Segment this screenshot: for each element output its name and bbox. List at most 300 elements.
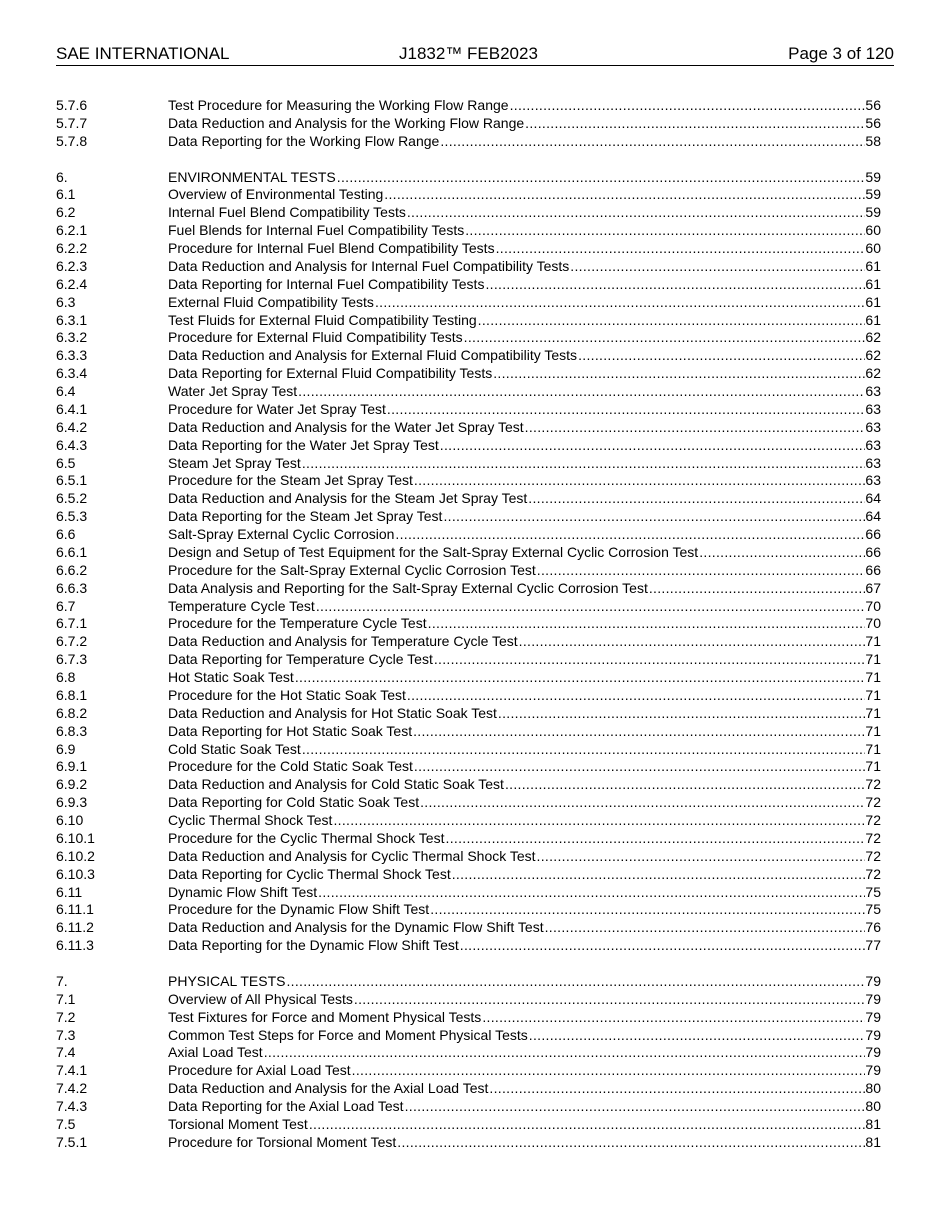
toc-entry-line	[168, 1116, 881, 1134]
toc-page-number: 61	[865, 311, 881, 328]
toc-page-number: 71	[865, 722, 881, 739]
toc-entry[interactable]	[56, 1098, 881, 1116]
toc-dot-leader	[451, 866, 866, 884]
toc-dot-leader	[263, 1044, 866, 1062]
toc-entry-line	[168, 294, 881, 312]
toc-page-number: 72	[865, 865, 881, 882]
toc-entry-line	[168, 991, 881, 1009]
toc-entry[interactable]	[56, 401, 881, 419]
toc-entry[interactable]	[56, 1116, 881, 1134]
toc-dot-leader	[383, 186, 865, 204]
toc-dot-leader	[404, 1098, 866, 1116]
page-header	[56, 43, 894, 66]
toc-section-title: Procedure for the Steam Jet Spray Test	[168, 472, 413, 489]
toc-section-title: ENVIRONMENTAL TESTS	[168, 168, 336, 185]
header-organization: SAE INTERNATIONAL	[56, 44, 230, 63]
toc-entry[interactable]	[56, 562, 881, 580]
toc-page-number: 63	[865, 436, 881, 453]
toc-section-number: 6.4.1	[56, 400, 88, 417]
toc-entry[interactable]	[56, 794, 881, 812]
toc-entry-line	[168, 741, 881, 759]
toc-dot-leader	[353, 991, 866, 1009]
toc-section-number: 6.3.2	[56, 329, 88, 346]
toc-section-number: 6.6	[56, 526, 76, 542]
toc-entry[interactable]	[56, 1009, 881, 1027]
toc-dot-leader	[481, 1009, 865, 1027]
toc-dot-leader	[495, 240, 866, 258]
toc-section-number: 7.1	[56, 990, 76, 1007]
toc-entry[interactable]	[56, 615, 881, 633]
toc-entry-line	[168, 848, 881, 866]
toc-section-title: Dynamic Flow Shift Test	[168, 883, 318, 900]
toc-page-number: 77	[865, 937, 881, 954]
toc-entry[interactable]	[56, 651, 881, 669]
toc-section-number: 6.8.3	[56, 722, 88, 739]
toc-section-number: 6.7	[56, 597, 76, 614]
toc-entry-line	[168, 258, 881, 276]
toc-section-title: Test Fluids for External Fluid Compatibility Testing	[168, 311, 477, 328]
toc-section-number: 6.2.1	[56, 222, 88, 239]
toc-section-title: Overview of Environmental Testing	[168, 186, 384, 203]
toc-page-number: 63	[865, 454, 881, 471]
toc-section-title: Data Reduction and Analysis for Temperature Cycle Test	[168, 633, 518, 650]
toc-entry-line	[168, 776, 881, 794]
toc-section-title: Internal Fuel Blend Compatibility Tests	[168, 204, 406, 221]
toc-entry-line	[168, 723, 881, 741]
toc-entry[interactable]	[56, 848, 881, 866]
toc-dot-leader	[536, 562, 866, 580]
toc-entry[interactable]	[56, 830, 881, 848]
toc-entry[interactable]	[56, 633, 881, 651]
toc-section-title: Common Test Steps for Force and Moment Physical Tests	[168, 1026, 528, 1043]
toc-section-title: Salt-Spray External Cyclic Corrosion	[168, 526, 395, 542]
toc-section-number: 6.10.2	[56, 847, 95, 864]
toc-entry[interactable]	[56, 455, 881, 473]
toc-page-number: 70	[865, 615, 881, 632]
toc-entry-line	[168, 1080, 881, 1098]
toc-entry-line	[168, 204, 881, 222]
toc-section-number: 6.11.1	[56, 901, 94, 918]
toc-entry-line	[168, 598, 881, 616]
toc-entry-line	[168, 687, 881, 705]
toc-entry[interactable]	[56, 222, 881, 240]
toc-entry-line	[168, 794, 881, 812]
toc-entry[interactable]	[56, 133, 881, 151]
toc-entry[interactable]	[56, 347, 881, 365]
toc-entry[interactable]	[56, 741, 881, 759]
toc-section-title: Procedure for the Hot Static Soak Test	[168, 686, 406, 703]
toc-section-number: 6.7.2	[56, 633, 88, 650]
toc-entry[interactable]	[56, 705, 881, 723]
toc-page-number: 79	[865, 972, 881, 989]
toc-entry[interactable]	[56, 169, 881, 187]
toc-page-number: 63	[865, 472, 881, 489]
toc-section-title: Data Reporting for External Fluid Compatibility Tests	[168, 365, 493, 382]
toc-dot-leader	[429, 901, 865, 919]
toc-section-number: 6.6.2	[56, 561, 88, 578]
toc-page-number: 72	[865, 776, 881, 793]
toc-entry-line	[168, 508, 881, 526]
toc-entry[interactable]	[56, 365, 881, 383]
toc-section-number: 6.8.1	[56, 686, 88, 703]
toc-entry-line	[168, 866, 881, 884]
toc-entry[interactable]	[56, 687, 881, 705]
toc-section-number: 5.7.6	[56, 97, 88, 113]
toc-section-title: Data Reduction and Analysis for the Working Flow Range	[168, 114, 525, 131]
toc-entry[interactable]	[56, 186, 881, 204]
toc-dot-leader	[463, 329, 866, 347]
toc-dot-leader	[332, 812, 865, 830]
toc-page-number: 71	[865, 740, 881, 757]
toc-entry[interactable]	[56, 580, 881, 598]
toc-dot-leader	[427, 615, 866, 633]
toc-section-title: Procedure for Axial Load Test	[168, 1062, 351, 1079]
toc-section-number: 6.10.3	[56, 865, 95, 882]
toc-section-number: 6.9.3	[56, 794, 88, 811]
toc-page-number: 81	[865, 1115, 881, 1132]
toc-entry[interactable]	[56, 991, 881, 1009]
toc-section-title: Data Reporting for Cold Static Soak Test	[168, 794, 420, 811]
toc-entry[interactable]	[56, 472, 881, 490]
toc-entry-line	[168, 115, 881, 133]
toc-entry-line	[168, 544, 881, 562]
toc-section-title: Torsional Moment Test	[168, 1115, 308, 1132]
toc-section-title: Data Reporting for the Axial Load Test	[168, 1098, 404, 1114]
toc-page-number: 79	[865, 1026, 881, 1043]
toc-section-title: Hot Static Soak Test	[168, 669, 294, 685]
toc-section-title: Procedure for Internal Fuel Blend Compatibility Tests	[168, 240, 495, 256]
toc-dot-leader	[406, 204, 866, 222]
toc-entry-line	[168, 365, 881, 383]
toc-section-title: Procedure for the Temperature Cycle Test	[168, 615, 427, 632]
toc-page-number: 61	[865, 275, 881, 292]
toc-dot-leader	[336, 169, 866, 187]
toc-page-number: 66	[865, 526, 881, 542]
toc-entry[interactable]	[56, 1027, 881, 1045]
toc-dot-leader	[509, 97, 866, 115]
toc-section-number: 6.4.2	[56, 418, 88, 435]
toc-page-number: 80	[865, 1098, 881, 1114]
table-of-contents	[56, 97, 881, 1152]
toc-entry[interactable]	[56, 1134, 881, 1152]
toc-section-number: 6.3.4	[56, 365, 88, 382]
toc-page-number: 71	[865, 669, 881, 685]
toc-dot-leader	[442, 508, 865, 526]
toc-section-number: 6.6.3	[56, 579, 88, 596]
toc-entry-line	[168, 472, 881, 490]
toc-entry[interactable]	[56, 437, 881, 455]
toc-dot-leader	[524, 419, 866, 437]
toc-dot-leader	[406, 687, 866, 705]
toc-section-number: 7.4.1	[56, 1062, 88, 1079]
toc-section-number: 6.9.2	[56, 776, 88, 793]
toc-entry-line	[168, 312, 881, 330]
toc-dot-leader	[477, 312, 866, 330]
toc-dot-leader	[394, 526, 865, 544]
toc-page-number: 75	[865, 883, 881, 900]
toc-page-number: 79	[865, 990, 881, 1007]
toc-dot-leader	[497, 705, 866, 723]
toc-entry-line	[168, 580, 881, 598]
toc-section-number: 6.7.1	[56, 615, 88, 632]
toc-entry[interactable]	[56, 294, 881, 312]
toc-section-title: Data Reduction and Analysis for Hot Static Soak Test	[168, 704, 497, 721]
toc-dot-leader	[301, 455, 866, 473]
toc-entry[interactable]	[56, 526, 881, 544]
toc-entry[interactable]	[56, 812, 881, 830]
toc-section-title: Steam Jet Spray Test	[168, 454, 301, 471]
toc-section-number: 6.	[56, 168, 68, 185]
toc-section-title: Water Jet Spray Test	[168, 383, 298, 399]
toc-entry[interactable]	[56, 97, 881, 115]
toc-section-title: Data Reporting for the Steam Jet Spray Test	[168, 508, 443, 525]
toc-entry[interactable]	[56, 1044, 881, 1062]
toc-entry-line	[168, 1062, 881, 1080]
toc-page-number: 70	[865, 597, 881, 614]
toc-section-title: Procedure for the Cyclic Thermal Shock Test	[168, 829, 445, 846]
toc-section-title: Temperature Cycle Test	[168, 597, 315, 614]
toc-entry[interactable]	[56, 884, 881, 902]
toc-entry[interactable]	[56, 419, 881, 437]
toc-entry-line	[168, 669, 881, 687]
toc-section-number: 5.7.8	[56, 132, 88, 149]
toc-section-title: Data Reduction and Analysis for the Axial Load Test	[168, 1080, 489, 1097]
toc-section-number: 6.1	[56, 186, 76, 203]
toc-entry-line	[168, 937, 881, 955]
toc-section-title: Data Reporting for the Working Flow Range	[168, 132, 440, 149]
toc-entry-line	[168, 169, 881, 187]
toc-entry-line	[168, 1098, 881, 1116]
toc-entry-line	[168, 419, 881, 437]
toc-entry-line	[168, 437, 881, 455]
toc-dot-leader	[488, 1080, 865, 1098]
toc-page-number: 80	[865, 1080, 881, 1097]
toc-section-title: Cyclic Thermal Shock Test	[168, 812, 333, 828]
toc-entry[interactable]	[56, 329, 881, 347]
toc-section-title: Fuel Blends for Internal Fuel Compatibility Tests	[168, 222, 465, 239]
toc-entry[interactable]	[56, 758, 881, 776]
toc-entry[interactable]	[56, 919, 881, 937]
toc-entry[interactable]	[56, 204, 881, 222]
toc-section-number: 7.	[56, 972, 68, 989]
toc-section-title: Design and Setup of Test Equipment for the Salt-Spray External Cyclic Corrosion Test	[168, 543, 699, 560]
toc-section-number: 5.7.7	[56, 114, 88, 131]
toc-section-number: 6.11	[56, 883, 83, 900]
toc-section-number: 6.2.3	[56, 257, 88, 274]
toc-entry-line	[168, 133, 881, 151]
toc-page-number: 59	[865, 186, 881, 203]
toc-page-number: 71	[865, 704, 881, 721]
toc-entry-line	[168, 651, 881, 669]
toc-dot-leader	[413, 758, 866, 776]
toc-page-number: 72	[865, 812, 881, 828]
toc-entry[interactable]	[56, 544, 881, 562]
toc-section-title: Data Reduction and Analysis for the Water Jet Spray Test	[168, 418, 524, 435]
toc-page-number: 72	[865, 829, 881, 846]
toc-dot-leader	[315, 598, 866, 616]
toc-dot-leader	[285, 973, 865, 991]
toc-section-title: Data Reduction and Analysis for Cyclic Thermal Shock Test	[168, 847, 536, 864]
toc-section-title: Data Analysis and Reporting for the Salt-Spray External Cyclic Corrosion Test	[168, 579, 648, 596]
toc-entry-line	[168, 884, 881, 902]
toc-entry-line	[168, 186, 881, 204]
toc-section-title: Test Procedure for Measuring the Working Flow Range	[168, 97, 509, 113]
toc-section-number: 6.10	[56, 812, 84, 828]
toc-section-number: 6.9.1	[56, 758, 88, 775]
toc-dot-leader	[396, 1134, 865, 1152]
toc-dot-leader	[518, 633, 866, 651]
toc-entry[interactable]	[56, 776, 881, 794]
toc-page-number: 75	[865, 901, 881, 918]
toc-page-number: 64	[865, 508, 881, 525]
toc-page-number: 71	[865, 633, 881, 650]
toc-section-title: External Fluid Compatibility Tests	[168, 293, 374, 310]
toc-entry-line	[168, 973, 881, 991]
toc-entry[interactable]	[56, 115, 881, 133]
toc-page-number: 58	[865, 132, 881, 149]
toc-page-number: 71	[865, 758, 881, 775]
toc-page-number: 59	[865, 204, 881, 221]
toc-section-number: 7.4	[56, 1044, 76, 1061]
toc-dot-leader	[544, 919, 866, 937]
toc-dot-leader	[648, 580, 866, 598]
toc-dot-leader	[504, 776, 865, 794]
toc-section-title: Procedure for the Salt-Spray External Cyclic Corrosion Test	[168, 561, 536, 578]
toc-entry-line	[168, 758, 881, 776]
toc-dot-leader	[528, 1027, 866, 1045]
toc-entry[interactable]	[56, 276, 881, 294]
toc-section-number: 6.4.3	[56, 436, 88, 453]
toc-dot-leader	[412, 723, 865, 741]
toc-entry[interactable]	[56, 1080, 881, 1098]
toc-entry-line	[168, 97, 881, 115]
toc-section-number: 6.8.2	[56, 704, 88, 721]
toc-page-number: 71	[865, 686, 881, 703]
toc-section-title: Data Reporting for Cyclic Thermal Shock Test	[168, 865, 451, 882]
toc-dot-leader	[433, 651, 866, 669]
toc-entry[interactable]	[56, 490, 881, 508]
toc-page-number: 64	[865, 490, 881, 507]
toc-entry[interactable]	[56, 312, 881, 330]
toc-page-number: 63	[865, 418, 881, 435]
toc-entry-line	[168, 401, 881, 419]
toc-entry-line	[168, 276, 881, 294]
toc-entry[interactable]	[56, 723, 881, 741]
toc-page-number: 71	[865, 651, 881, 668]
toc-section-number: 6.5.3	[56, 508, 88, 525]
toc-entry-line	[168, 329, 881, 347]
toc-dot-leader	[492, 365, 865, 383]
toc-dot-leader	[484, 276, 865, 294]
toc-entry[interactable]	[56, 258, 881, 276]
toc-entry-line	[168, 562, 881, 580]
toc-section-title: Data Reporting for the Water Jet Spray Test	[168, 436, 439, 453]
toc-dot-leader	[308, 1116, 866, 1134]
toc-section-title: Procedure for the Cold Static Soak Test	[168, 758, 413, 775]
toc-entry-line	[168, 347, 881, 365]
header-document-id: J1832™ FEB2023	[399, 44, 538, 63]
toc-section-number: 7.4.3	[56, 1098, 88, 1114]
toc-entry[interactable]	[56, 937, 881, 955]
toc-dot-leader	[439, 133, 865, 151]
toc-section-title: Procedure for the Dynamic Flow Shift Test	[168, 901, 430, 918]
toc-page-number: 66	[865, 543, 881, 560]
toc-section-number: 6.9	[56, 740, 76, 757]
toc-section-number: 6.6.1	[56, 543, 88, 560]
header-page-number: Page 3 of 120	[788, 44, 894, 63]
toc-entry-line	[168, 1027, 881, 1045]
toc-section-title: Data Reduction and Analysis for Internal Fuel Compatibility Tests	[168, 257, 570, 274]
toc-entry-line	[168, 1044, 881, 1062]
toc-section-number: 6.7.3	[56, 651, 88, 668]
toc-page-number: 79	[865, 1044, 881, 1061]
toc-page-number: 81	[865, 1133, 881, 1150]
toc-entry[interactable]	[56, 669, 881, 687]
toc-section-number: 6.11.2	[56, 919, 94, 936]
toc-page-number: 79	[865, 1062, 881, 1079]
toc-section-number: 7.3	[56, 1026, 76, 1043]
toc-entry[interactable]	[56, 866, 881, 884]
toc-entry[interactable]	[56, 508, 881, 526]
toc-section-number: 6.3	[56, 293, 76, 310]
toc-section-title: Data Reduction and Analysis for the Steam Jet Spray Test	[168, 490, 528, 507]
toc-section-number: 6.11.3	[56, 937, 94, 954]
toc-dot-leader	[297, 383, 865, 401]
toc-entry[interactable]	[56, 598, 881, 616]
toc-section-title: Procedure for External Fluid Compatibility Tests	[168, 329, 463, 346]
toc-section-title: Data Reporting for Internal Fuel Compatibility Tests	[168, 275, 485, 292]
toc-entry-line	[168, 830, 881, 848]
toc-entry-line	[168, 901, 881, 919]
toc-section-title: Data Reporting for Hot Static Soak Test	[168, 722, 413, 739]
toc-page-number: 66	[865, 561, 881, 578]
toc-page-number: 61	[865, 257, 881, 274]
toc-dot-leader	[459, 937, 866, 955]
toc-entry-line	[168, 383, 881, 401]
toc-entry-line	[168, 812, 881, 830]
toc-entry[interactable]	[56, 901, 881, 919]
toc-section-number: 6.5.1	[56, 472, 88, 489]
toc-entry-line	[168, 240, 881, 258]
toc-dot-leader	[374, 294, 865, 312]
toc-page-number: 62	[865, 365, 881, 382]
toc-section-title: Data Reporting for the Dynamic Flow Shift Test	[168, 937, 459, 954]
toc-page-number: 62	[865, 329, 881, 346]
toc-section-title: Overview of All Physical Tests	[168, 990, 353, 1007]
toc-section-title: Procedure for Water Jet Spray Test	[168, 400, 386, 417]
toc-section-number: 6.2	[56, 204, 76, 221]
toc-dot-leader	[301, 741, 866, 759]
toc-dot-leader	[698, 544, 865, 562]
toc-dot-leader	[577, 347, 865, 365]
toc-page-number: 63	[865, 383, 881, 399]
toc-section-number: 6.4	[56, 383, 76, 399]
toc-entry[interactable]	[56, 1062, 881, 1080]
toc-page-number: 59	[865, 168, 881, 185]
toc-section-title: Cold Static Soak Test	[168, 740, 301, 757]
toc-entry-line	[168, 705, 881, 723]
toc-page-number: 76	[865, 919, 881, 936]
toc-entry[interactable]	[56, 383, 881, 401]
toc-entry[interactable]	[56, 973, 881, 991]
toc-dot-leader	[536, 848, 866, 866]
toc-dot-leader	[569, 258, 865, 276]
toc-dot-leader	[464, 222, 865, 240]
toc-section-number: 7.5	[56, 1115, 76, 1132]
toc-entry[interactable]	[56, 240, 881, 258]
toc-entry-line	[168, 615, 881, 633]
toc-page-number: 72	[865, 847, 881, 864]
